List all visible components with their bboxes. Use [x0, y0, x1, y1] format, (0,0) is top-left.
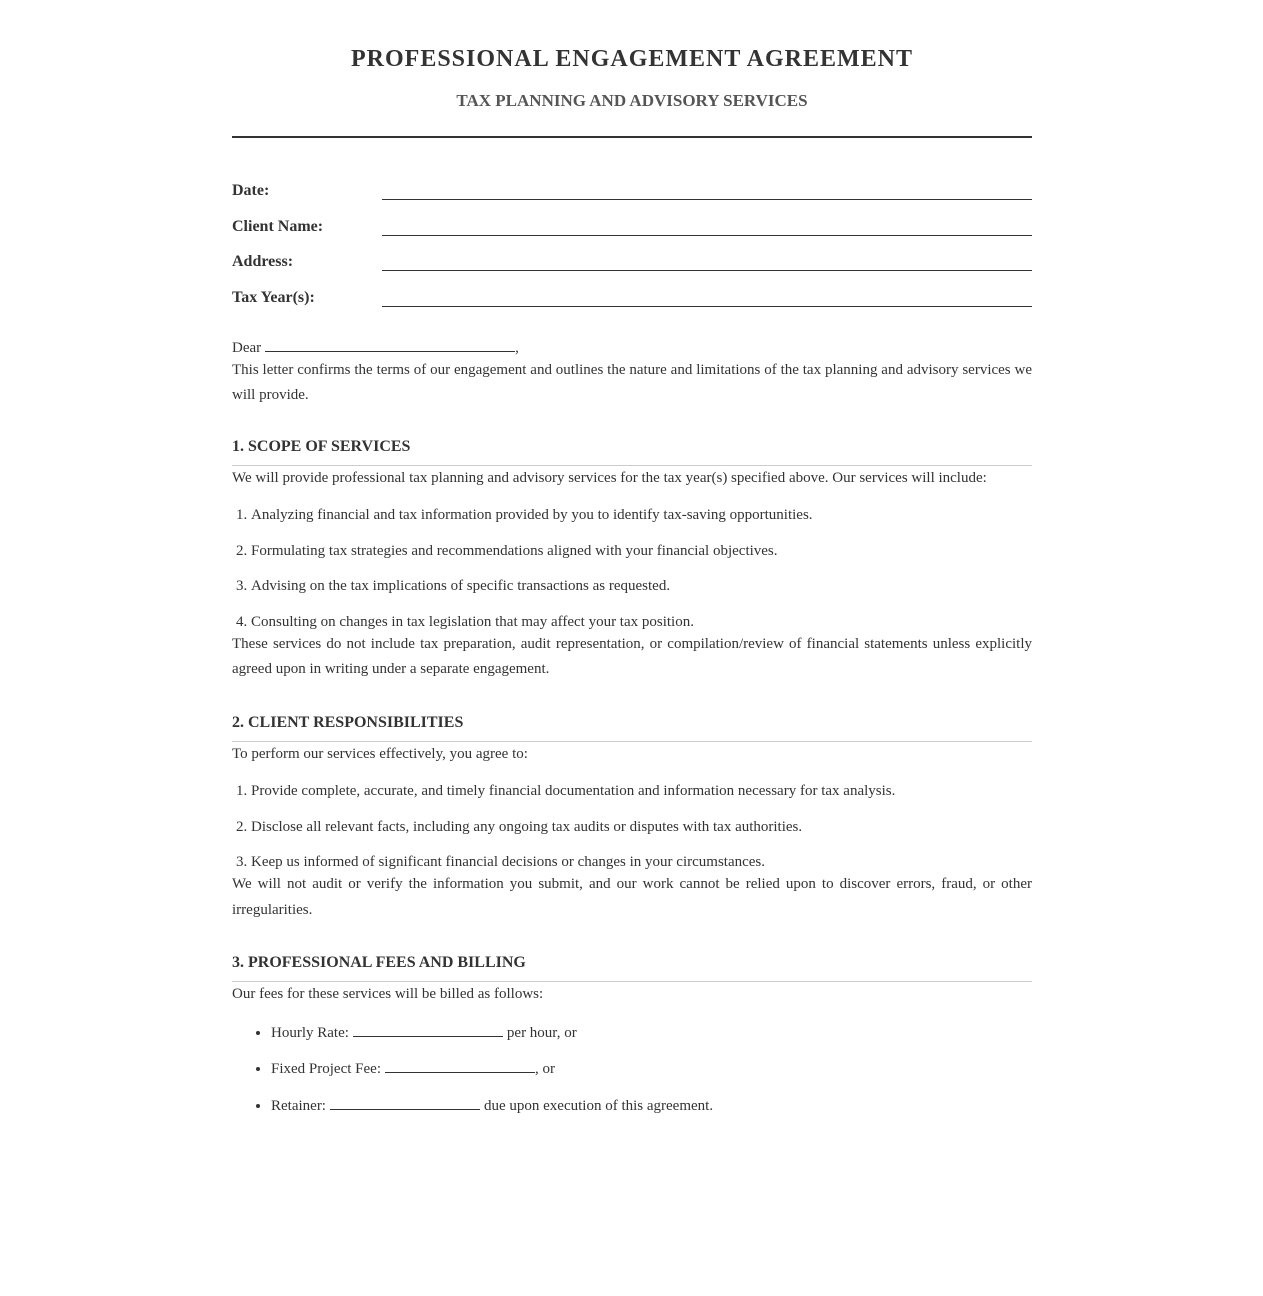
fee-label: Fixed Project Fee:	[271, 1061, 381, 1077]
agreement-document	[232, 0, 1032, 1131]
client-name-field[interactable]	[382, 220, 1032, 236]
list-item: 1. Provide complete, accurate, and timely financial documentation and information necessary for tax analysis.	[251, 781, 1032, 801]
hourly-rate-field[interactable]	[353, 1022, 503, 1037]
tax-year-field-row	[232, 287, 1032, 307]
fee-suffix: due upon execution of this agreement.	[483, 1097, 714, 1114]
address-field[interactable]	[382, 255, 1032, 271]
salutation-suffix: ,	[515, 339, 519, 356]
scope-services-list	[232, 505, 1032, 632]
date-field-row	[232, 180, 1032, 200]
section-intro-fees: Our fees for these services will be billed as follows:	[232, 986, 544, 1002]
section-heading-responsibilities: 2. CLIENT RESPONSIBILITIES	[232, 713, 1032, 742]
list-item: 2. Formulating tax strategies and recommendations aligned with your financial objectives.	[251, 541, 1032, 561]
document-title: PROFESSIONAL ENGAGEMENT AGREEMENT	[351, 46, 913, 72]
scope-exclusions-paragraph: These services do not include tax preparation, audit representation, or compilation/review of financial statements unless explicitly agreed upon in writing under a separate engagement.	[232, 635, 1032, 677]
salutation-prefix: Dear	[232, 339, 262, 356]
list-item: 3. Advising on the tax implications of specific transactions as requested.	[251, 576, 1032, 596]
list-item: 4. Consulting on changes in tax legislation that may affect your tax position.	[251, 612, 1032, 632]
salutation	[232, 337, 1032, 358]
section-heading-fees: 3. PROFESSIONAL FEES AND BILLING	[232, 953, 1032, 982]
address-label: Address:	[232, 253, 294, 270]
list-item: 1. Analyzing financial and tax information provided by you to identify tax-saving opportunities.	[251, 505, 1032, 525]
document-subtitle: TAX PLANNING AND ADVISORY SERVICES	[456, 91, 808, 110]
date-label: Date:	[232, 182, 270, 199]
fee-option-hourly	[271, 1022, 1032, 1043]
intro-paragraph: This letter confirms the terms of our engagement and outlines the nature and limitations of the tax planning and advisory services we will provide.	[232, 361, 1032, 403]
address-field-row	[232, 251, 1032, 271]
section-intro-scope: We will provide professional tax planning and advisory services for the tax year(s) specified above. Our services will include:	[232, 469, 987, 486]
fee-suffix: , or	[534, 1061, 555, 1077]
client-name-field-row	[232, 216, 1032, 236]
fee-label: Retainer:	[271, 1097, 326, 1114]
client-info-fields	[232, 180, 1032, 307]
list-item: 2. Disclose all relevant facts, including any ongoing tax audits or disputes with tax authorities.	[251, 817, 1032, 837]
section-intro-responsibilities: To perform our services effectively, you agree to:	[232, 745, 528, 762]
fee-options-list	[232, 1022, 1032, 1116]
header-divider	[232, 136, 1032, 138]
section-heading-scope: 1. SCOPE OF SERVICES	[232, 437, 1032, 466]
date-field[interactable]	[382, 184, 1032, 200]
fee-suffix: per hour, or	[506, 1024, 577, 1041]
tax-year-field[interactable]	[382, 291, 1032, 307]
fixed-fee-field[interactable]	[385, 1058, 535, 1073]
list-item: 3. Keep us informed of significant financial decisions or changes in your circumstances.	[251, 852, 1032, 872]
fee-option-fixed	[271, 1058, 1032, 1079]
retainer-field[interactable]	[330, 1095, 480, 1110]
fee-label: Hourly Rate:	[271, 1024, 349, 1041]
client-responsibilities-list	[232, 781, 1032, 872]
verification-disclaimer-paragraph: We will not audit or verify the information you submit, and our work cannot be relied upon to discover errors, fraud, or other irregularities.	[232, 876, 1032, 918]
recipient-name-field[interactable]	[265, 337, 515, 352]
fee-option-retainer	[271, 1095, 1032, 1116]
tax-year-label: Tax Year(s):	[232, 288, 315, 306]
client-name-label: Client Name:	[232, 217, 324, 235]
